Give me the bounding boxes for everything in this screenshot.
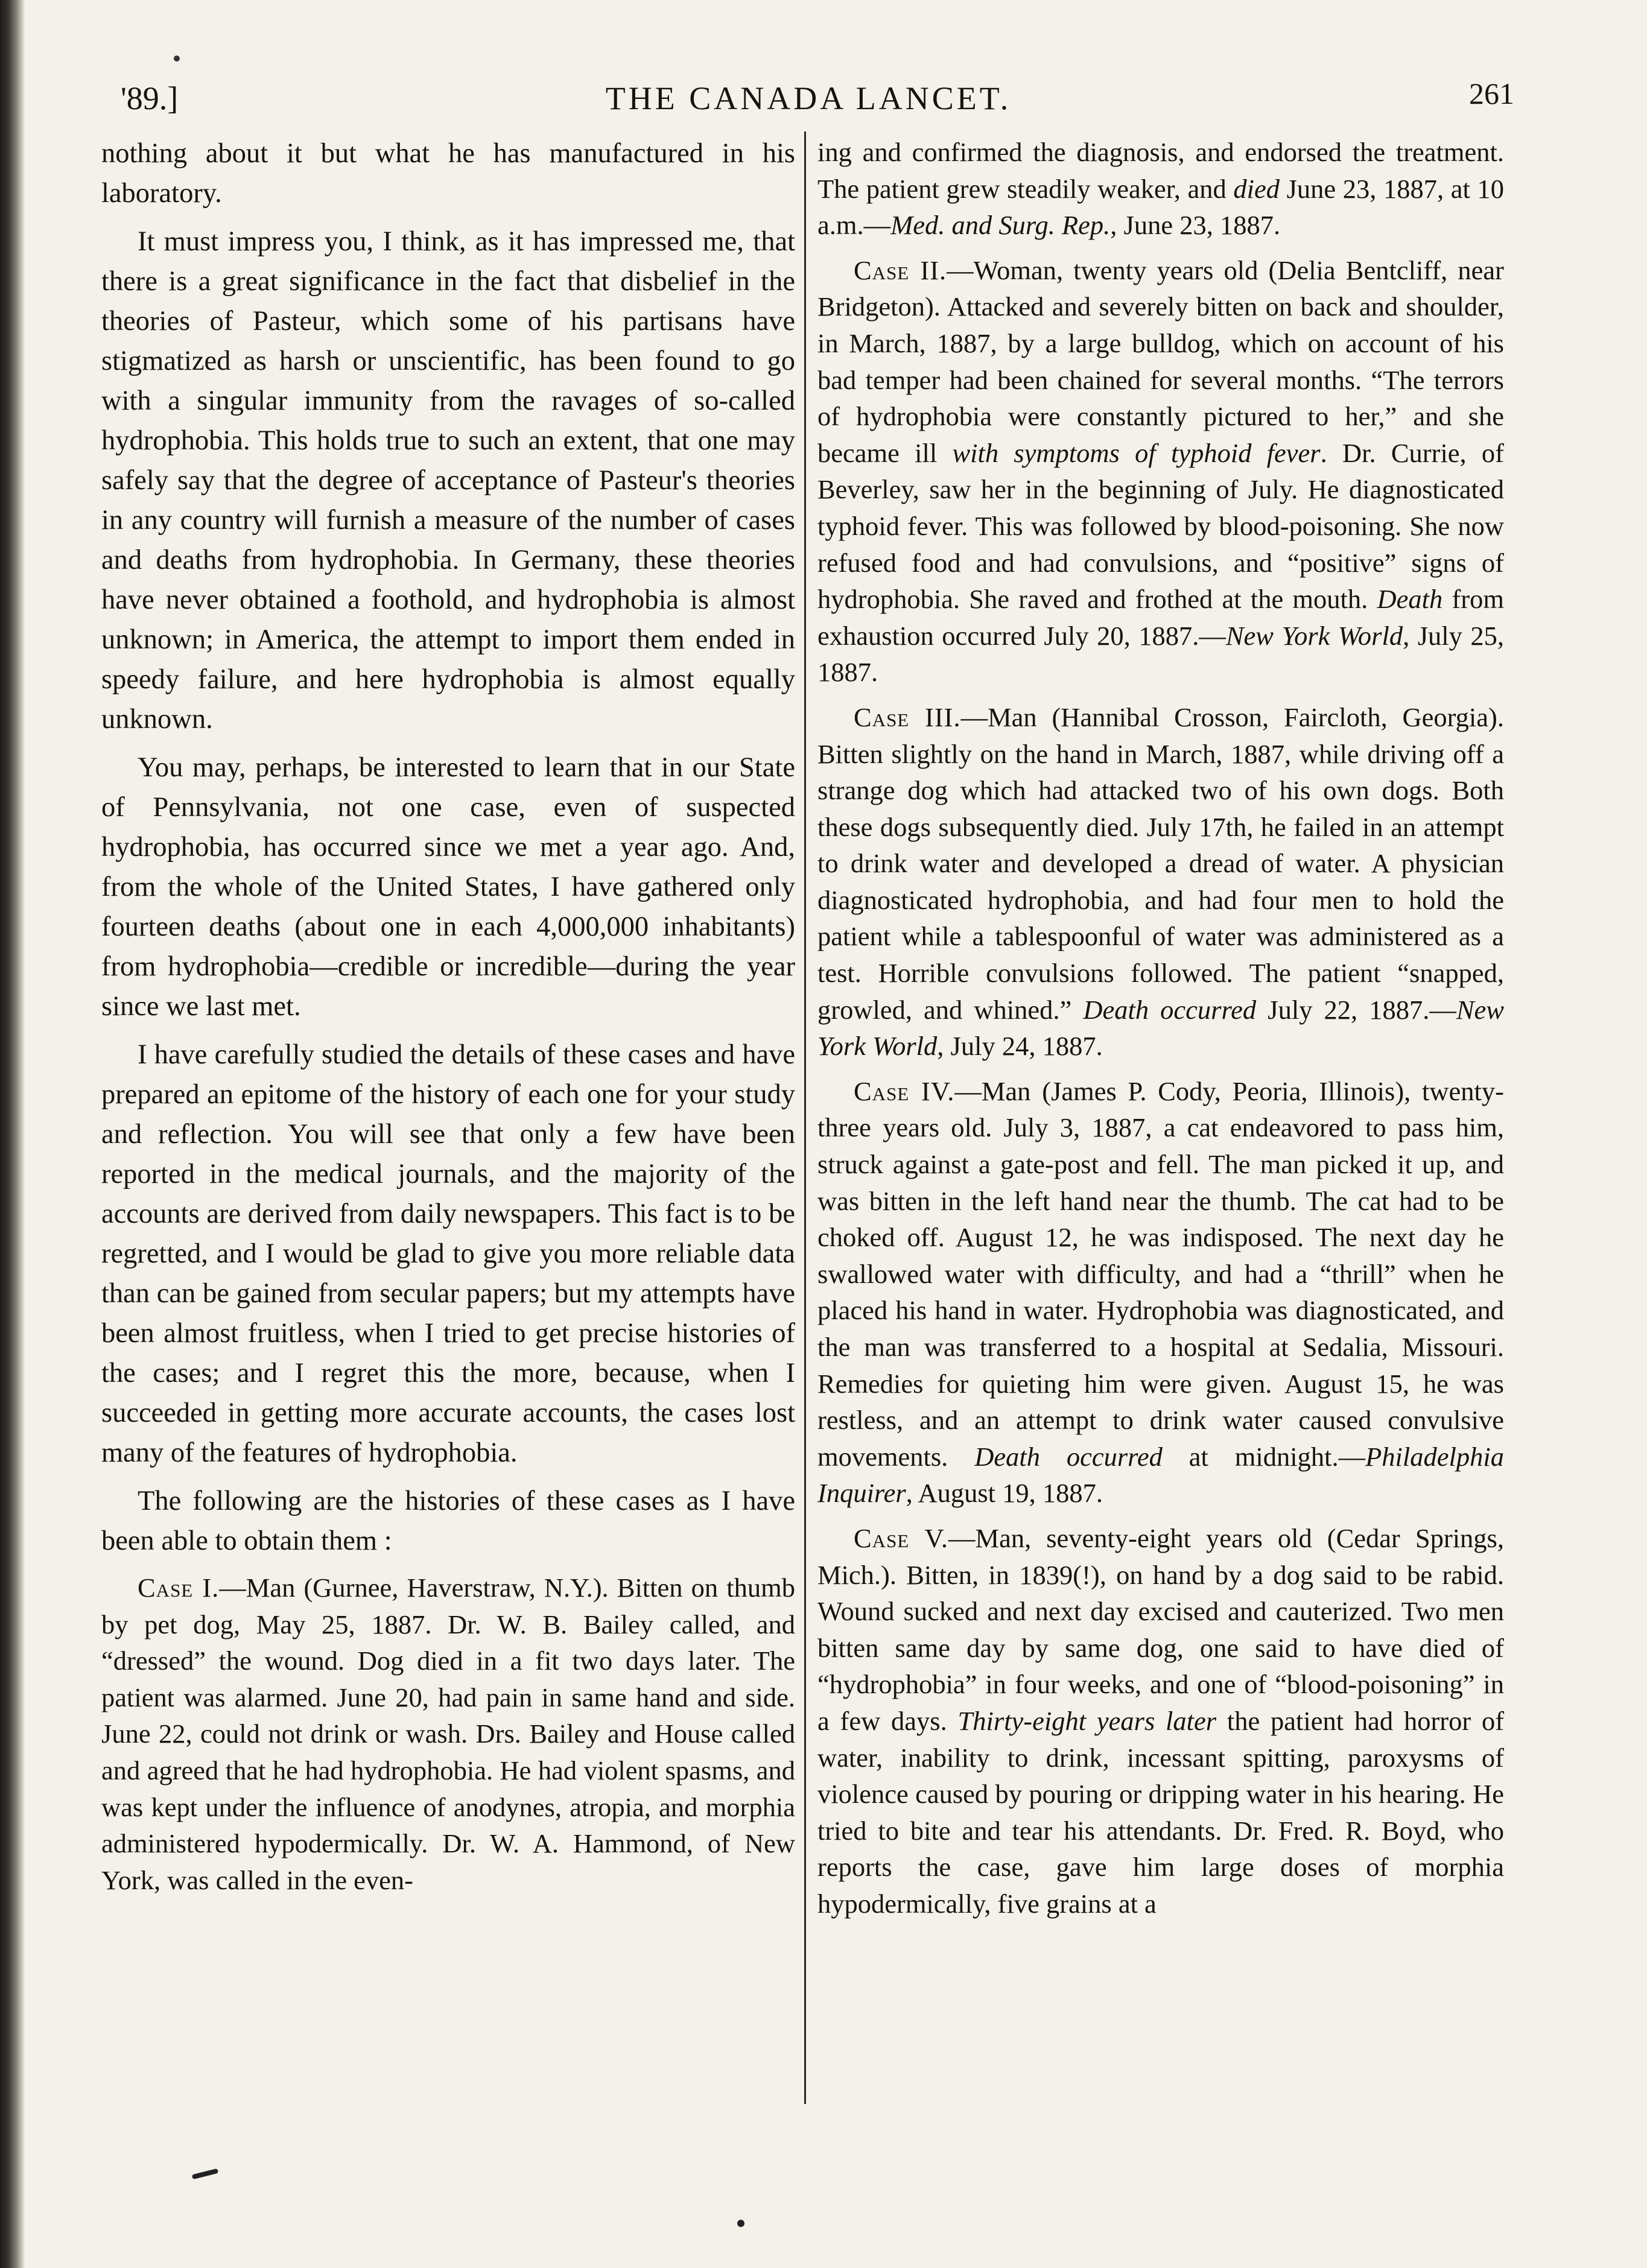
text-run: June 23, 1887, at 10 a.m.— (817, 173, 1504, 241)
ink-speck (174, 55, 180, 62)
paragraph: I have carefully studied the details of these cases and have prepared an epitome of the history of each one for your study and reflection. You will see that only a few have been reported in the medical journals, and the majority of the accounts are derived from daily newspapers. This fact is to be regretted, and I would be glad to give you more reliable data than can be gained from secular papers; but my attempts have been almost fruitless, when I tried to get precise histories of the cases; and I regret this the more, because, when I succeeded in getting more accurate accounts, the cases lost many of the features of hydrophobia. (101, 1039, 795, 1468)
paragraph: You may, perhaps, be interested to learn that in our State of Pennsylvania, not one case, even of suspected hydrophobia, has occurred since we met a year ago. And, from the whole of the United States, I have gathered only fourteen deaths (about one in each 4,000,000 inhabitants) from hydrophobia—credible or incredible—during the year since we last met. (101, 752, 795, 1022)
case-label: Case V. (854, 1522, 948, 1553)
ink-speck (737, 2220, 744, 2227)
paragraph: It must impress you, I think, as it has impressed me, that there is a great significance in the fact that disbelief in the theories of Pasteur, which some of his partisans have stigmatized as harsh or unscientific, has been found to go with a singular immunity from the ravages of so-called hydrophobia. This holds true to such an extent, that one may safely say that the degree of acceptance of Pasteur's theories in any country will furnish a measure of the number of cases and deaths from hydrophobia. In Germany, these theories have never obtained a foothold, and hydrophobia is almost unknown; in America, the attempt to import them ended in speedy failure, and here hydrophobia is almost equally unknown. (101, 226, 795, 735)
text-run: , July 24, 1887. (937, 1031, 1103, 1062)
case-label: Case III. (854, 702, 961, 732)
text-run: —Man (James P. Cody, Peoria, Illinois), twenty-three years old. July 3, 1887, a cat endeavored to pass him, struck against a gate-post and fell. The man picked it up, and was bitten in the left hand near the thumb. The cat had to be choked off. August 12, he was indisposed. The next day he swallowed water with difficulty, and had a “thrill” when he placed his hand in water. Hydrophobia was diagnosticated, and the man was transferred to a hospital at Sedalia, Missouri. Remedies for quieting him were given. August 15, he was restless, and an attempt to drink water caused convulsive movements. (817, 1075, 1504, 1472)
text-run: —Man (Hannibal Crosson, Faircloth, Georgia). Bitten slightly on the hand in March, 1887, while driving off a strange dog which had attacked two of his own dogs. Both these dogs subsequently died. July 17th, he failed in an attempt to drink water and developed a dread of water. A physician diagnosticated hydrophobia, and had four men to hold the patient while a tablespoonful of water was administered as a test. Horrible convulsions followed. The patient “snapped, growled, and whined.” (817, 702, 1504, 1025)
book-binding-edge (0, 0, 25, 2268)
text-run: ing and confirmed the diagnosis, and endorsed the treatment. The patient grew steadily weaker, and (817, 137, 1504, 204)
case-entry (817, 252, 1504, 691)
text-run: July 22, 1887.— (1256, 994, 1456, 1025)
case-entry (817, 1073, 1504, 1512)
page-number: 261 (1469, 77, 1514, 110)
running-header (115, 72, 1514, 121)
case-entry (101, 1570, 795, 1898)
italic-run: Death occurred (1083, 994, 1257, 1025)
case-label: Case II. (854, 255, 947, 285)
source-citation: Med. and Surg. Rep. (890, 210, 1111, 241)
text-run: , June 23, 1887. (1110, 210, 1281, 241)
right-column (817, 134, 1504, 1931)
text-run: , July 25, 1887. (817, 620, 1505, 688)
source-citation: Philadelphia Inquirer (817, 1441, 1504, 1509)
text-run: at midnight.— (1162, 1441, 1366, 1472)
text-run: , August 19, 1887. (906, 1478, 1103, 1509)
case-continuation (817, 134, 1504, 244)
paragraph: The following are the histories of these cases as I have been able to obtain them : (101, 1486, 795, 1556)
case-entry (817, 1520, 1504, 1922)
case-label: Case IV. (854, 1075, 955, 1106)
case-text: —Man (Gurnee, Haverstraw, N.Y.). Bitten on thumb by pet dog, May 25, 1887. Dr. W. B. Bailey called, and “dressed” the wound. Dog died in a fit two days later. The patient was alarmed. June 20, had pain in same hand and side. June 22, could not drink or wash. Drs. Bailey and House called and agreed that he had hydrophobia. He had violent spasms, and was kept under the influence of anodynes, atropia, and morphia administered hypodermically. Dr. W. A. Hammond, of New York, was called in the even- (101, 1573, 795, 1895)
text-run: from exhaustion occurred July 20, 1887.— (817, 584, 1504, 651)
column-divider (804, 131, 806, 2104)
text-run: . Dr. Currie, of Beverley, saw her in the beginning of July. He diagnosticated typhoid fever. This was followed by blood-poisoning. She now refused food and had convulsions, and “positive” signs of hydrophobia. She raved and frothed at the mouth. (817, 437, 1504, 615)
italic-run: Death (1377, 584, 1443, 615)
case-entry (817, 699, 1504, 1065)
journal-title: THE CANADA LANCET. (605, 80, 1012, 116)
text-run: —Woman, twenty years old (Delia Bentcliff, near Bridgeton). Attacked and severely bitten on back and shoulder, in March, 1887, by a large bulldog, which on account of his bad temper had been chained for several months. “The terrors of hydrophobia were constantly pictured to her,” and she became ill (817, 255, 1504, 468)
case-label: Case I. (138, 1573, 220, 1603)
italic-run: Death occurred (974, 1441, 1163, 1472)
text-run: the patient had horror of water, inability to drink, incessant spitting, paroxysms of violence caused by pouring or dripping water in his hearing. He tried to bite and tear his attendants. Dr. Fred. R. Boyd, who reports the case, gave him large doses of morphia hypodermically, five grains at a (817, 1705, 1505, 1919)
header-year: '89.] (121, 80, 179, 116)
italic-run: with symptoms of typhoid fever (952, 437, 1321, 468)
source-citation: New York World (817, 994, 1504, 1062)
left-column (101, 134, 795, 1907)
text-run: —Man, seventy-eight years old (Cedar Springs, Mich.). Bitten, in 1839(!), on hand by a dog said to be rabid. Wound sucked and next day excised and cauterized. Two men bitten same day by same dog, one said to have died of “hydrophobia” in four weeks, and one of “blood-poisoning” in a few days. (817, 1522, 1505, 1736)
source-citation: New York World (1225, 620, 1403, 651)
paragraph: nothing about it but what he has manufactured in his laboratory. (101, 138, 795, 209)
italic-run: died (1233, 173, 1280, 204)
italic-run: Thirty-eight years later (957, 1705, 1217, 1736)
ink-mark (192, 2168, 219, 2179)
